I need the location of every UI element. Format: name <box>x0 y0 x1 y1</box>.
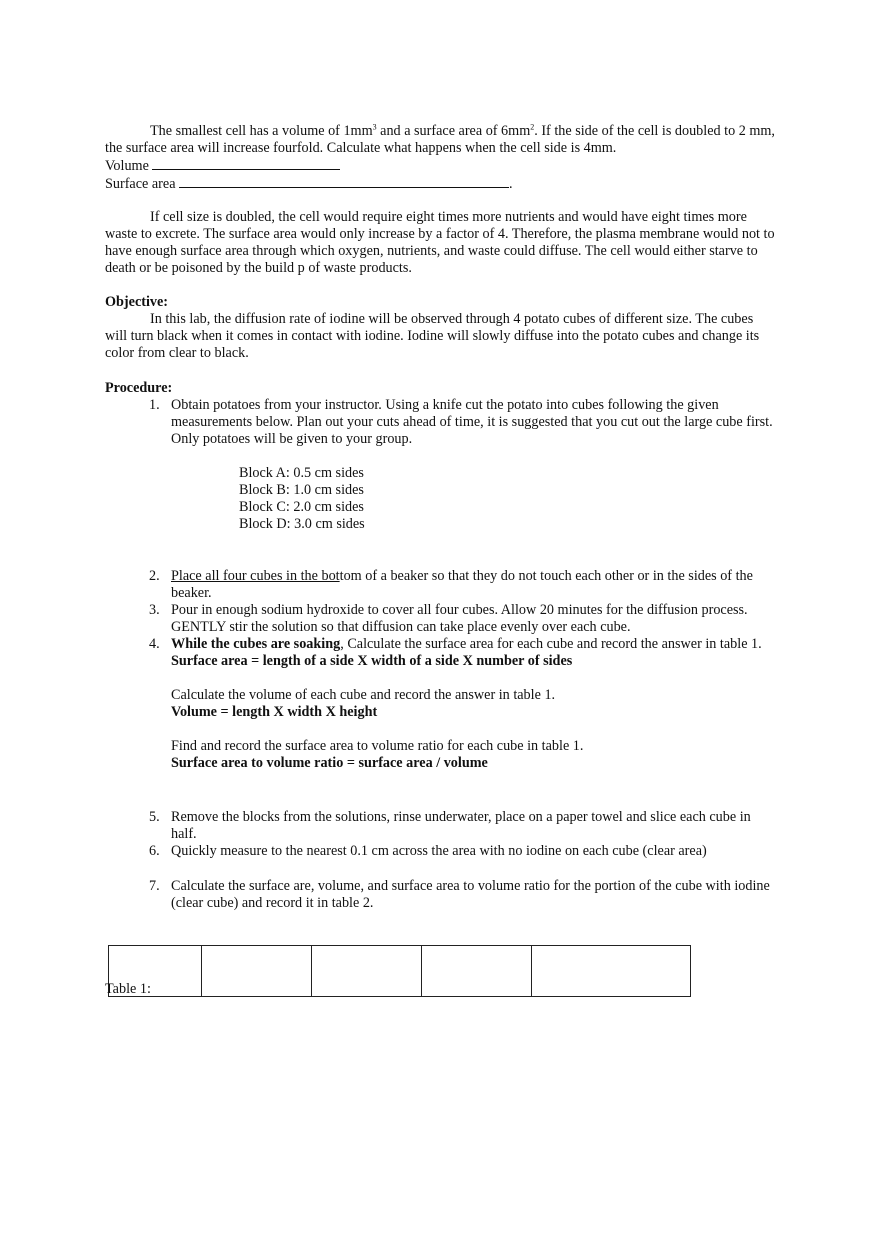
block-c-size: Block C: 2.0 cm sides <box>239 499 364 515</box>
procedure-steps-2-4 <box>105 568 775 772</box>
table-row <box>109 946 691 997</box>
procedure-steps-last <box>105 878 775 912</box>
spacer <box>171 670 775 687</box>
procedure-step-7-block <box>105 878 775 912</box>
procedure-step-7 <box>105 878 775 912</box>
table-cell[interactable] <box>422 946 532 997</box>
volume-formula: Volume = length X width X height <box>171 704 378 720</box>
intro-paragraph <box>105 123 775 157</box>
step-number: 7. <box>149 878 160 894</box>
block-a-size: Block A: 0.5 cm sides <box>239 465 364 481</box>
step-number: 5. <box>149 809 160 825</box>
cell-size-section <box>105 209 775 277</box>
step-number: 3. <box>149 602 160 618</box>
procedure-step-5 <box>105 809 775 843</box>
procedure-steps-final <box>105 809 775 860</box>
step-text: Quickly measure to the nearest 0.1 cm across the area with no iodine on each cube (clear area) <box>171 843 707 859</box>
surface-area-formula: Surface area = length of a side X width of a side X number of sides <box>171 653 573 669</box>
procedure-step-4 <box>105 636 775 772</box>
spacer <box>171 721 775 738</box>
step-text: Obtain potatoes from your instructor. Using a knife cut the potato into cubes following the given measurements below. Plan out your cuts ahead of time, it is suggested that you cut out the large cube first. Only potatoes will be given to your group. <box>171 397 773 447</box>
block-d-size: Block D: 3.0 cm sides <box>239 516 365 532</box>
surface-area-label: Surface area <box>105 176 176 192</box>
table-cell[interactable] <box>202 946 312 997</box>
volume-instruction: Calculate the volume of each cube and record the answer in table 1. <box>171 687 556 703</box>
step-number: 4. <box>149 636 160 652</box>
procedure-step-1 <box>105 397 775 448</box>
procedure-steps-5-7 <box>105 809 775 860</box>
step-text: , Calculate the surface area for each cube and record the answer in table 1. <box>340 636 762 652</box>
table-1 <box>108 945 691 997</box>
procedure-section <box>105 380 775 448</box>
table-1-label: Table 1: <box>105 981 151 997</box>
block-b-size: Block B: 1.0 cm sides <box>239 482 364 498</box>
surface-area-answer-blank[interactable] <box>179 175 509 188</box>
data-table <box>108 945 691 997</box>
volume-answer-blank[interactable] <box>152 157 340 170</box>
step-text-underlined: Place all four cubes in the bot <box>171 568 340 584</box>
ratio-formula: Surface area to volume ratio = surface area / volume <box>171 755 488 771</box>
block-sizes-list <box>105 465 775 533</box>
table-cell[interactable] <box>312 946 422 997</box>
step-text: tom of a beaker so that they do not touch each other or in the sides of the beaker. <box>171 568 753 601</box>
surface-area-period: . <box>509 176 513 192</box>
volume-line <box>105 157 775 175</box>
procedure-steps-continued <box>105 568 775 772</box>
volume-label: Volume <box>105 158 149 174</box>
procedure-steps <box>105 397 775 448</box>
intro-text-a: The smallest cell has a volume of 1mm <box>150 123 373 139</box>
step-text-bold: While the cubes are soaking <box>171 636 341 652</box>
step-number: 6. <box>149 843 160 859</box>
step-number: 1. <box>149 397 160 413</box>
superscript-3: 3 <box>372 122 377 132</box>
objective-text: In this lab, the diffusion rate of iodine will be observed through 4 potato cubes of different size. The cubes will turn black when it comes in contact with iodine. Iodine will slowly diffuse into the potato cubes and change its color from clear to black. <box>105 311 760 361</box>
procedure-step-2 <box>105 568 775 602</box>
procedure-step-3 <box>105 602 775 636</box>
cell-size-paragraph: If cell size is doubled, the cell would require eight times more nutrients and would have eight times more waste to excrete. The surface area would only increase by a factor of 4. Therefore, the plasma membrane would not to have enough surface area through which oxygen, nutrients, and waste could diffuse. The cell would either starve to death or be poisoned by the build p of waste products. <box>105 209 775 276</box>
step-number: 2. <box>149 568 160 584</box>
intro-text-b: and a surface area of 6mm <box>376 123 531 139</box>
objective-section <box>105 294 775 362</box>
step-text: Pour in enough sodium hydroxide to cover all four cubes. Allow 20 minutes for the diffusion process. GENTLY stir the solution so that diffusion can take place evenly over each cube. <box>171 602 748 635</box>
step-text: Calculate the surface are, volume, and surface area to volume ratio for the portion of the cube with iodine (clear cube) and record it in table 2. <box>171 878 770 911</box>
table-cell[interactable] <box>532 946 691 997</box>
step-text: Remove the blocks from the solutions, rinse underwater, place on a paper towel and slice each cube in half. <box>171 809 751 842</box>
procedure-heading: Procedure: <box>105 380 173 396</box>
superscript-2: 2 <box>530 122 535 132</box>
objective-heading: Objective: <box>105 294 169 310</box>
ratio-instruction: Find and record the surface area to volume ratio for each cube in table 1. <box>171 738 584 754</box>
procedure-step-6 <box>105 843 775 860</box>
intro-text-c: . If the side of the cell is doubled to 2 mm, the surface area will increase fourfold. Calculate what happens when the cell side is 4mm. <box>105 123 775 156</box>
surface-area-line <box>105 175 775 193</box>
intro-section <box>105 123 775 193</box>
